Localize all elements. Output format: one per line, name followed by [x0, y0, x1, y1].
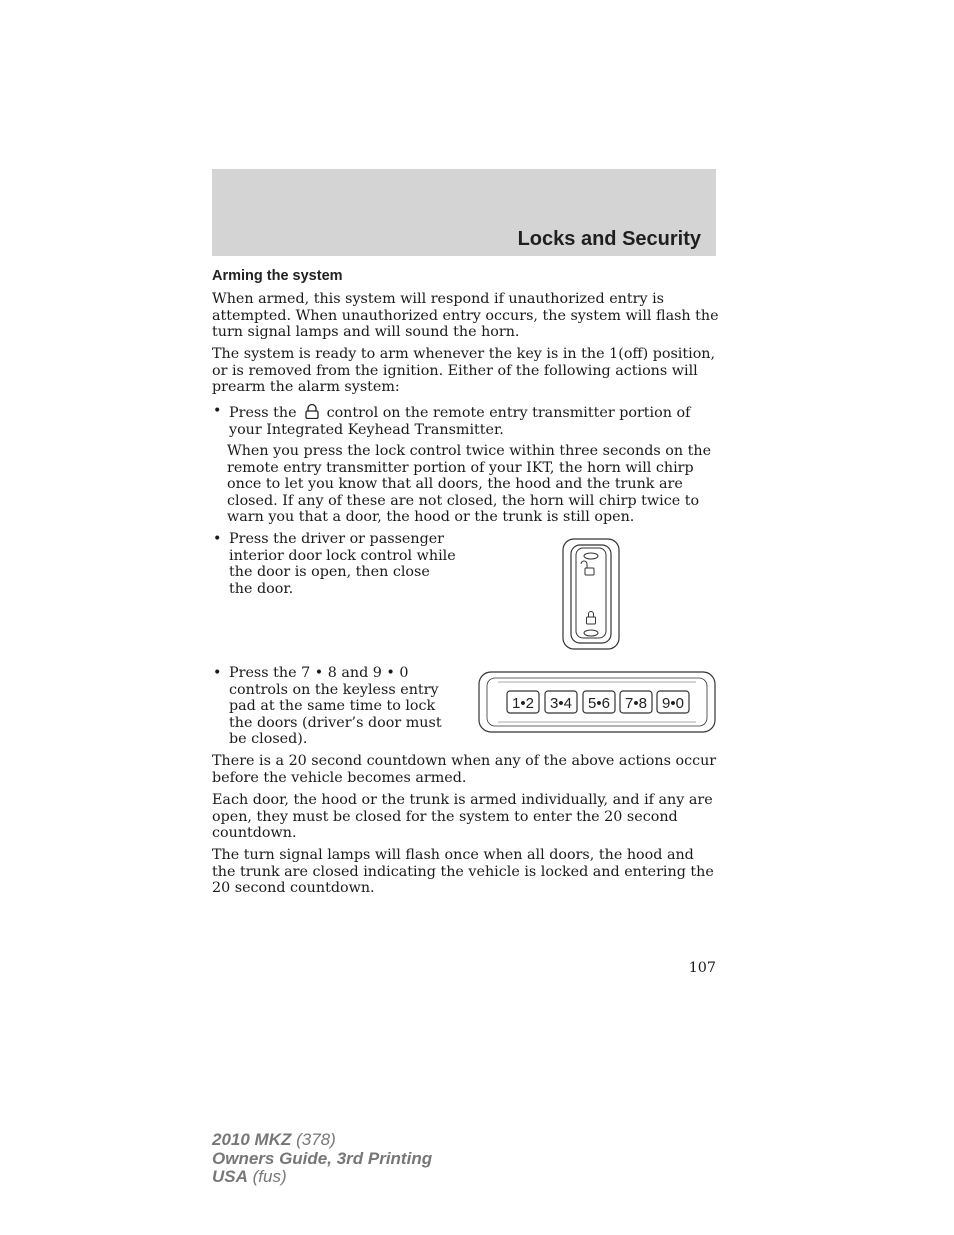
door-lock-switch-illustration	[562, 538, 620, 650]
paragraph-turn-signal-flash: The turn signal lamps will flash once when all doors, the hood and the trunk are closed indicating the vehicle is locked and entering the 20 second countdown.	[212, 847, 714, 897]
keypad-key-label: 5•6	[588, 695, 610, 712]
keypad-key-5-6	[583, 691, 615, 713]
keypad-key-1-2	[507, 691, 539, 713]
lock-icon	[301, 403, 323, 419]
bullet-keypad: Press the 7 • 8 and 9 • 0 controls on the keyless entry pad at the same time to lock the doors (driver’s door must be closed).	[229, 665, 442, 748]
keypad-key-label: 7•8	[625, 695, 647, 712]
bullet-remote-lock-note: When you press the lock control twice within three seconds on the remote entry transmitter portion of your IKT, the horn will chirp once to let you know that all doors, the hood and the trunk are closed. If any of these are not closed, the horn will chirp twice to warn you that a door, the hood or the trunk is still open.	[227, 443, 712, 526]
keypad-key-3-4	[545, 691, 577, 713]
bullet-dot: •	[213, 665, 222, 681]
paragraph-when-armed: When armed, this system will respond if unauthorized entry is attempted. When unauthorized entry occurs, the system will flash the turn signal lamps and will sound the horn.	[212, 291, 719, 341]
unlock-icon	[581, 561, 594, 575]
footer-model-code: (378)	[296, 1130, 336, 1149]
keypad-key-9-0	[657, 691, 689, 713]
footer-line-market	[212, 1168, 432, 1187]
footer-line-guide	[212, 1150, 432, 1169]
keypad-key-label: 9•0	[662, 695, 684, 712]
footer-market: USA	[212, 1167, 248, 1186]
footer-model: 2010 MKZ	[212, 1130, 292, 1149]
footer	[212, 1131, 432, 1187]
paragraph-ready-to-arm: The system is ready to arm whenever the key is in the 1(off) position, or is removed from the ignition. Either of the following actions will prearm the alarm system:	[212, 346, 716, 396]
bullet-remote-lock-post: control on the remote entry transmitter portion of your Integrated Keyhead Transmitter.	[229, 405, 691, 438]
footer-market-code: (fus)	[252, 1167, 287, 1186]
paragraph-countdown: There is a 20 second countdown when any of the above actions occur before the vehicle becomes armed.	[212, 753, 717, 786]
page-title: Locks and Security	[517, 228, 701, 250]
footer-line-model	[212, 1131, 432, 1150]
section-heading: Arming the system	[212, 268, 343, 284]
page-number: 107	[688, 960, 716, 976]
keypad-key-label: 3•4	[550, 695, 572, 712]
keyless-entry-keypad-illustration	[478, 671, 716, 733]
bullet-remote-lock	[229, 403, 714, 438]
bullet-remote-lock-pre: Press the	[229, 405, 297, 421]
bullet-dot: •	[213, 403, 222, 419]
lock-icon	[587, 612, 596, 625]
paragraph-armed-individually: Each door, the hood or the trunk is armed individually, and if any are open, they must be closed for the system to enter the 20 second countdown.	[212, 792, 713, 842]
bullet-door-lock-control: Press the driver or passenger interior door lock control while the door is open, then close the door.	[229, 531, 456, 597]
keypad-key-7-8	[620, 691, 652, 713]
keypad-key-label: 1•2	[512, 695, 534, 712]
header-band	[212, 169, 716, 256]
bullet-dot: •	[213, 531, 222, 547]
footer-guide: Owners Guide, 3rd Printing	[212, 1148, 433, 1168]
